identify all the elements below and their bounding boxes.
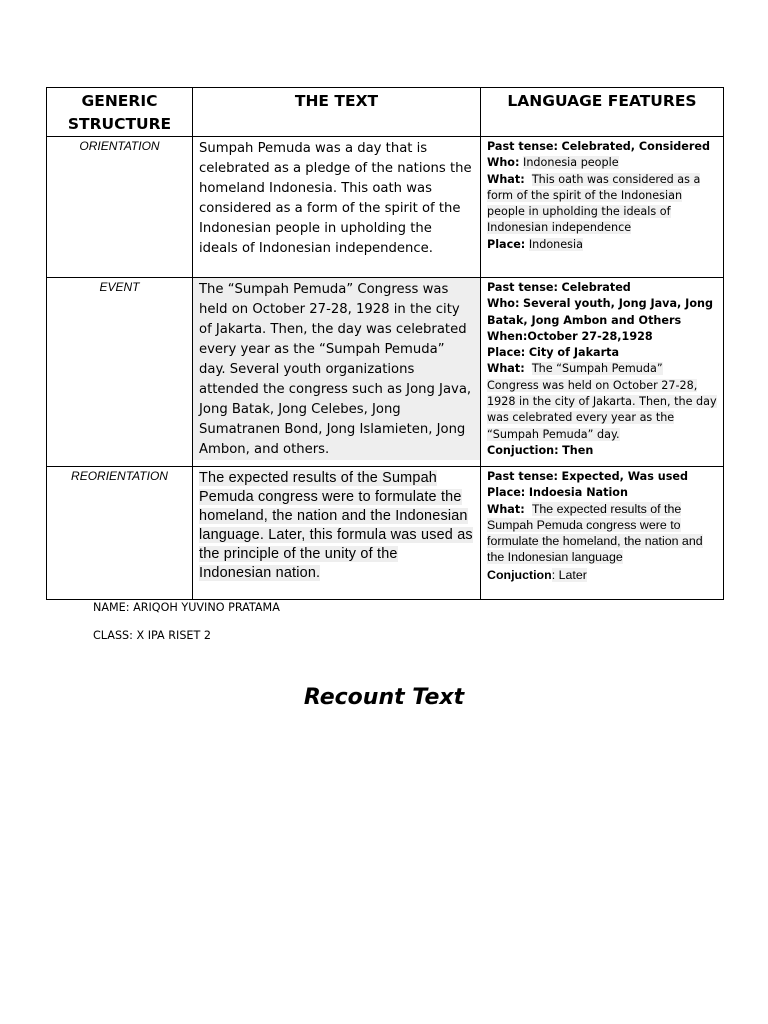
page-title: Recount Text	[303, 685, 465, 710]
feature-place: Place: City of Jakarta	[487, 346, 619, 360]
text-cell	[193, 467, 481, 600]
table-row-event	[47, 278, 724, 467]
features-content	[481, 278, 723, 459]
features-content	[481, 137, 723, 253]
feature-place: Place: Indoesia Nation	[487, 486, 628, 500]
feature-past-tense: Past tense: Expected, Was used	[487, 470, 688, 483]
table-row-orientation	[47, 137, 724, 278]
text-cell	[193, 137, 481, 278]
feature-past-tense: Past tense: Celebrated	[487, 281, 631, 294]
feature-what: What: The expected results of the Sumpah Pemuda congress were to formulate the homeland, the nation and the Indonesian language	[487, 501, 703, 565]
header-generic-structure: GENERIC STRUCTURE	[47, 88, 193, 137]
feature-place: Place: Indonesia	[487, 237, 583, 251]
student-name: NAME: ARIQOH YUVINO PRATAMA	[93, 601, 280, 614]
features-cell	[481, 278, 724, 467]
feature-what: What: This oath was considered as a form of the spirit of the Indonesian people in upholding the ideals of Indonesian independence	[487, 172, 701, 235]
feature-past-tense: Past tense: Celebrated, Considered	[487, 140, 710, 153]
stage-label: EVENT	[47, 278, 193, 467]
feature-conjunction: Conjuction: Then	[487, 443, 594, 457]
stage-label: REORIENTATION	[47, 467, 193, 600]
feature-who: Who: Indonesia people	[487, 156, 619, 170]
features-cell	[481, 137, 724, 278]
text-content: The expected results of the Sumpah Pemuda congress were to formulate the homeland, the nation and the Indonesian language. Later, this formula was used as the principle of the unity of the Indonesian nation.	[199, 470, 473, 581]
recount-analysis-table	[46, 87, 724, 600]
text-content: The “Sumpah Pemuda” Congress was held on October 27-28, 1928 in the city of Jakarta. Then, the day was celebrated every year as the “Sumpah Pemuda” day. Several youth organizations attended the congress such as Jong Java, Jong Batak, Jong Celebes, Jong Sumatranen Bond, Jong Islamieten, Jong Ambon, and others.	[193, 278, 480, 460]
table-row-reorientation	[47, 467, 724, 600]
header-the-text: THE TEXT	[193, 88, 481, 137]
text-cell	[193, 278, 481, 467]
table-header-row	[47, 88, 724, 137]
features-content	[481, 467, 723, 583]
feature-conjunction: Conjuction: Later	[487, 567, 587, 582]
features-cell	[481, 467, 724, 600]
header-language-features: LANGUAGE FEATURES	[481, 88, 724, 137]
feature-what: What: The “Sumpah Pemuda” Congress was held on October 27-28, 1928 in the city of Jakarta. Then, the day was celebrated every year as the “Sumpah Pemuda” day.	[487, 362, 717, 441]
feature-when: When:October 27-28,1928	[487, 329, 653, 343]
text-content: Sumpah Pemuda was a day that is celebrated as a pledge of the nations the homeland Indonesia. This oath was considered as a form of the spirit of the Indonesian people in upholding the ideals of Indonesian independence.	[193, 137, 480, 259]
feature-who: Who: Several youth, Jong Java, Jong Batak, Jong Ambon and Others	[487, 297, 713, 327]
student-class: CLASS: X IPA RISET 2	[93, 629, 211, 642]
stage-label: ORIENTATION	[47, 137, 193, 278]
